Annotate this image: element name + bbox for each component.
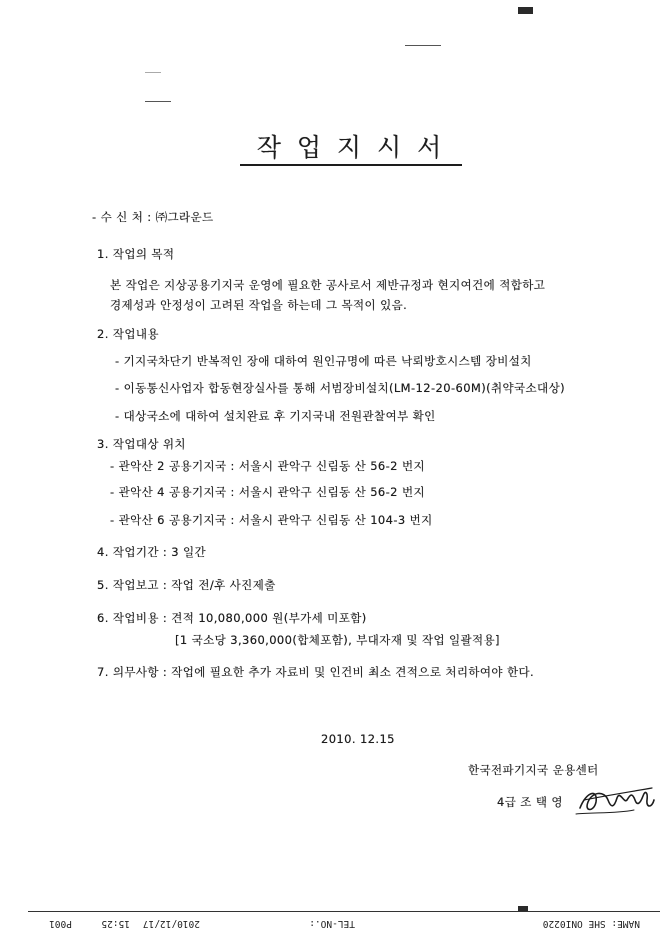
section-3-item: - 관악산 2 공용기지국 : 서울시 관악구 신림동 산 56-2 번지: [110, 459, 425, 473]
scan-dash: [145, 101, 171, 102]
scan-mark-top: [518, 7, 533, 14]
section-4-line: 4. 작업기간 : 3 일간: [97, 545, 207, 559]
section-2-item: - 대상국소에 대하여 설치완료 후 기지국내 전원관찰여부 확인: [115, 409, 436, 423]
section-1-heading: 1. 작업의 목적: [97, 247, 175, 261]
issuer-signer: 4급 조 택 영: [497, 795, 563, 809]
issuer-org: 한국전파기지국 운용센터: [468, 763, 599, 777]
section-7-line: 7. 의무사항 : 작업에 필요한 추가 자료비 및 인건비 최소 견적으로 처리하여야 한다.: [97, 665, 535, 679]
section-2-heading: 2. 작업내용: [97, 327, 159, 341]
scan-dash: [405, 45, 441, 46]
issue-date: 2010. 12.15: [321, 732, 395, 746]
section-1-text-line: 경제성과 안정성이 고려된 작업을 하는데 그 목적이 있음.: [110, 298, 408, 312]
section-2-item: - 기지국차단기 반복적인 장애 대하여 원인규명에 따른 낙뢰방호시스템 장비설치: [115, 354, 532, 368]
section-3-item: - 관악산 4 공용기지국 : 서울시 관악구 신림동 산 56-2 번지: [110, 485, 425, 499]
fax-tel: TEL-NO.:: [309, 918, 355, 929]
recipient-line: - 수 신 처 : ㈜그라운드: [92, 210, 214, 224]
fax-rule: [28, 911, 660, 912]
fax-name: NAME: SHE ONI0220: [542, 918, 640, 929]
fax-date: 2010/12/17: [142, 918, 200, 929]
section-3-item: - 관악산 6 공용기지국 : 서울시 관악구 신림동 산 104-3 번지: [110, 513, 433, 527]
section-3-heading: 3. 작업대상 위치: [97, 437, 186, 451]
signature: [574, 778, 658, 820]
document-title: 작 업 지 시 서: [240, 132, 462, 166]
section-6-detail: [1 국소당 3,360,000(합체포함), 부대자재 및 작업 일괄적용]: [175, 633, 500, 647]
section-5-line: 5. 작업보고 : 작업 전/후 사진제출: [97, 578, 276, 592]
fax-page: P001: [49, 918, 72, 929]
scan-dash: [145, 72, 161, 73]
fax-header: [40, 916, 640, 930]
section-2-item: - 이동통신사업자 합동현장실사를 통해 서범장비설치(LM-12-20-60M)(취약국소대상): [115, 381, 565, 395]
fax-time: 15:25: [101, 918, 130, 929]
section-1-text-line: 본 작업은 지상공용기지국 운영에 필요한 공사로서 제반규정과 현지여건에 적합하고: [110, 278, 546, 292]
section-6-line: 6. 작업비용 : 견적 10,080,000 원(부가세 미포함): [97, 611, 367, 625]
